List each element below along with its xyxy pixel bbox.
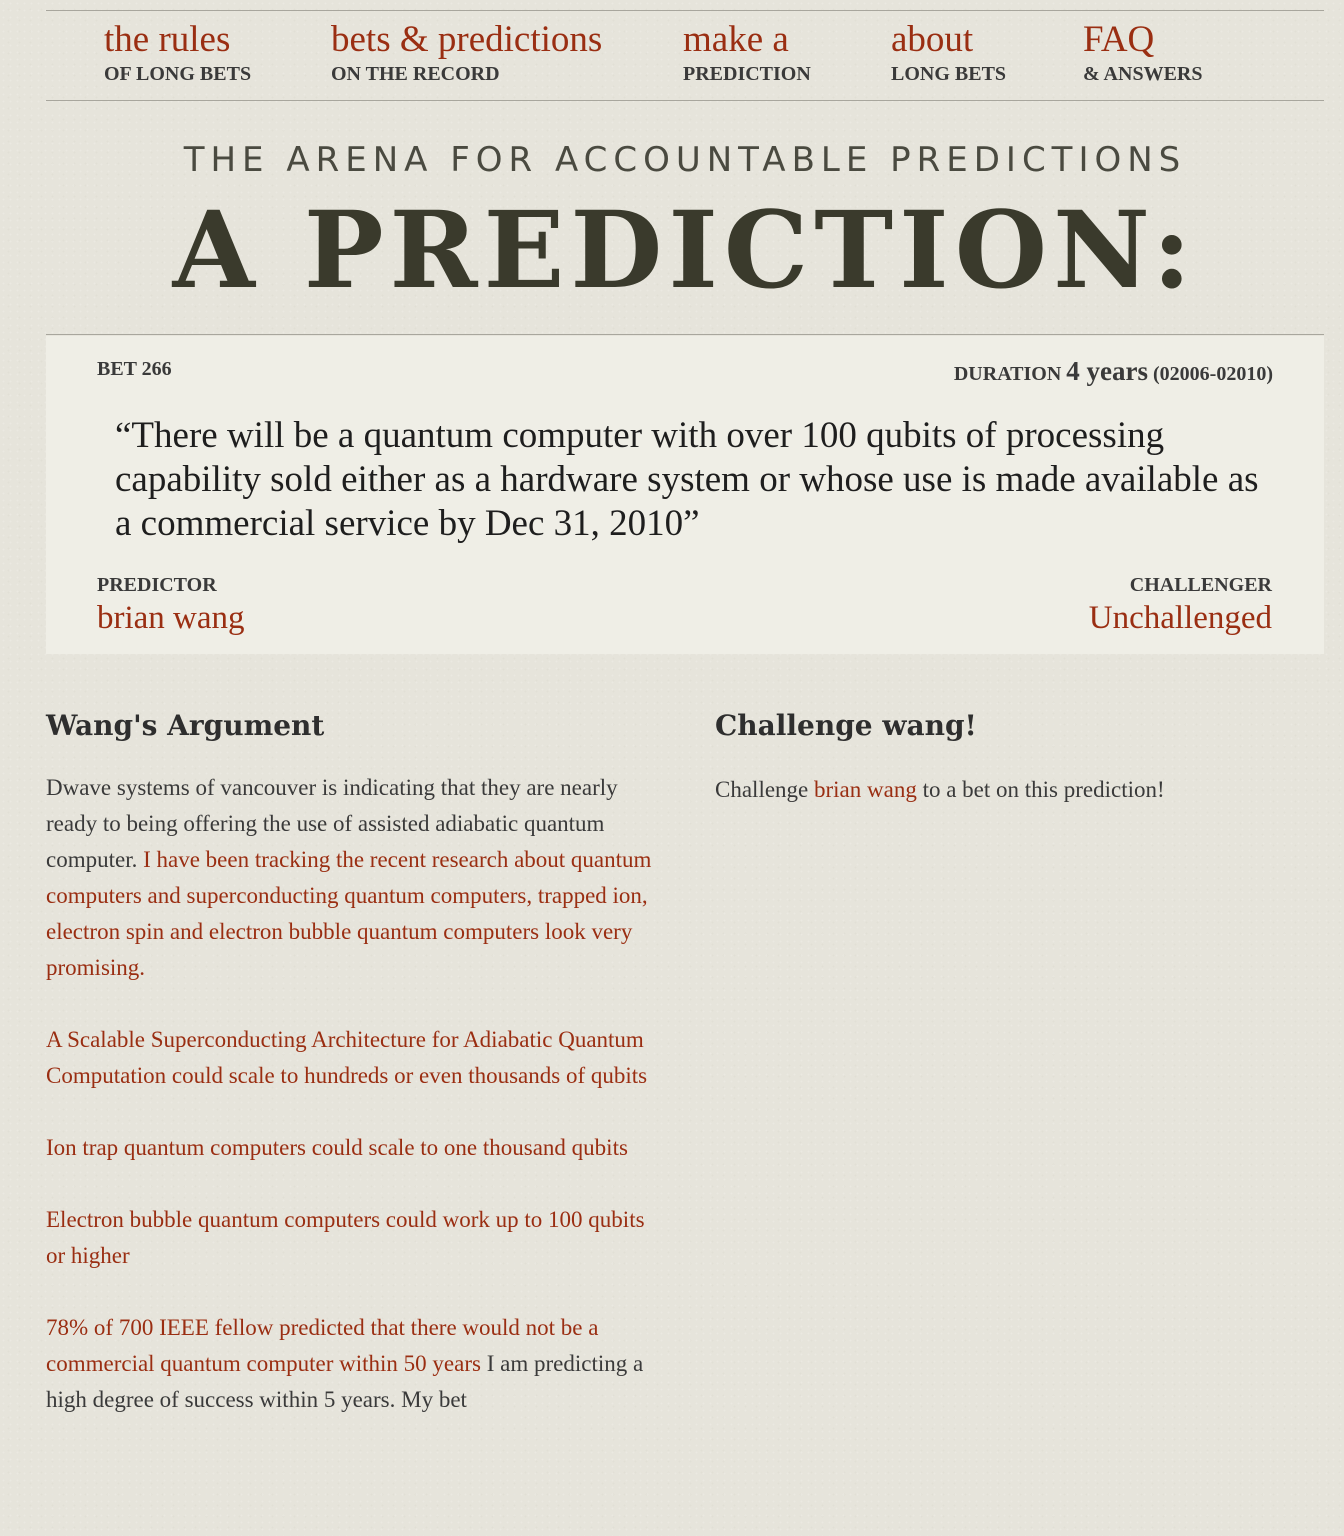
nav-item-rules[interactable] [104,20,251,86]
nav-item-faq[interactable] [1083,20,1202,86]
nav-item-main-label[interactable]: bets & predictions [331,19,603,60]
argument-link[interactable]: Ion trap quantum computers could scale to one thousand qubits [46,1135,628,1160]
bet-number: BET 266 [97,358,172,380]
argument-body [46,770,660,1454]
nav-item-main-label[interactable]: FAQ [1083,19,1155,60]
challenge-heading: Challenge wang! [715,709,977,742]
challenge-text-after: to a bet on this prediction! [916,777,1165,802]
nav-item-main-label[interactable]: about [891,19,974,60]
nav-item-sub-label: LONG BETS [891,63,1007,85]
nav-item-sub-label: ON THE RECORD [331,63,500,85]
challenger-name-link[interactable]: Unchallenged [1088,600,1272,636]
nav-item-main-label[interactable]: make a [683,19,789,60]
prediction-quote: “There will be a quantum computer with over 100 qubits of processing capability sold either as a hardware system or whose use is made available as a commercial service by Dec 31, 2010” [115,415,1259,544]
nav-item-main-label[interactable]: the rules [104,19,231,60]
duration-label: DURATION [953,363,1062,385]
argument-text: I am predicting a high degree of success within 5 years. My bet [46,1351,644,1412]
argument-paragraph [46,1310,660,1418]
challenger-label: CHALLENGER [1129,574,1272,596]
argument-link[interactable]: 78% of 700 IEEE fellow predicted that there would not be a commercial quantum computer within 50 years [46,1315,599,1376]
site-tagline: THE ARENA FOR ACCOUNTABLE PREDICTIONS [183,140,1187,180]
nav-item-make-prediction[interactable] [683,20,811,86]
duration-value: 4 years [1066,356,1149,386]
argument-link[interactable]: I have been tracking the recent research about quantum computers and superconducting quantum computers, trapped ion, electron spin and electron bubble quantum computers look very promising. [46,847,652,980]
argument-text: Dwave systems of vancouver is indicating that they are nearly ready to being offering the use of assisted adiabatic quantum computer. [46,775,618,872]
bet-duration [954,356,1273,387]
main-nav [46,10,1324,101]
nav-item-about[interactable] [891,20,1006,86]
predictor-label: PREDICTOR [97,574,217,596]
bet-summary-panel [46,336,1324,654]
argument-paragraph [46,1022,660,1094]
argument-paragraph [46,770,660,986]
challenge-body [715,772,1315,808]
nav-item-sub-label: OF LONG BETS [104,63,252,85]
argument-paragraph [46,1202,660,1274]
argument-heading: Wang's Argument [46,709,325,742]
challenge-predictor-link[interactable]: brian wang [814,777,917,802]
page-title: A PREDICTION: [172,187,1198,312]
argument-paragraph [46,1130,660,1166]
argument-link[interactable]: Electron bubble quantum computers could work up to 100 qubits or higher [46,1207,645,1268]
nav-item-sub-label: PREDICTION [683,63,811,85]
argument-link[interactable]: A Scalable Superconducting Architecture for Adiabatic Quantum Computation could scale to hundreds or even thousands of qubits [46,1027,648,1088]
predictor-name-link[interactable]: brian wang [97,600,245,636]
challenge-text-before: Challenge [715,777,814,802]
nav-item-bets-predictions[interactable] [331,20,602,86]
title-rule [46,334,1324,335]
duration-range: (02006-02010) [1153,363,1273,385]
nav-item-sub-label: & ANSWERS [1083,63,1203,85]
